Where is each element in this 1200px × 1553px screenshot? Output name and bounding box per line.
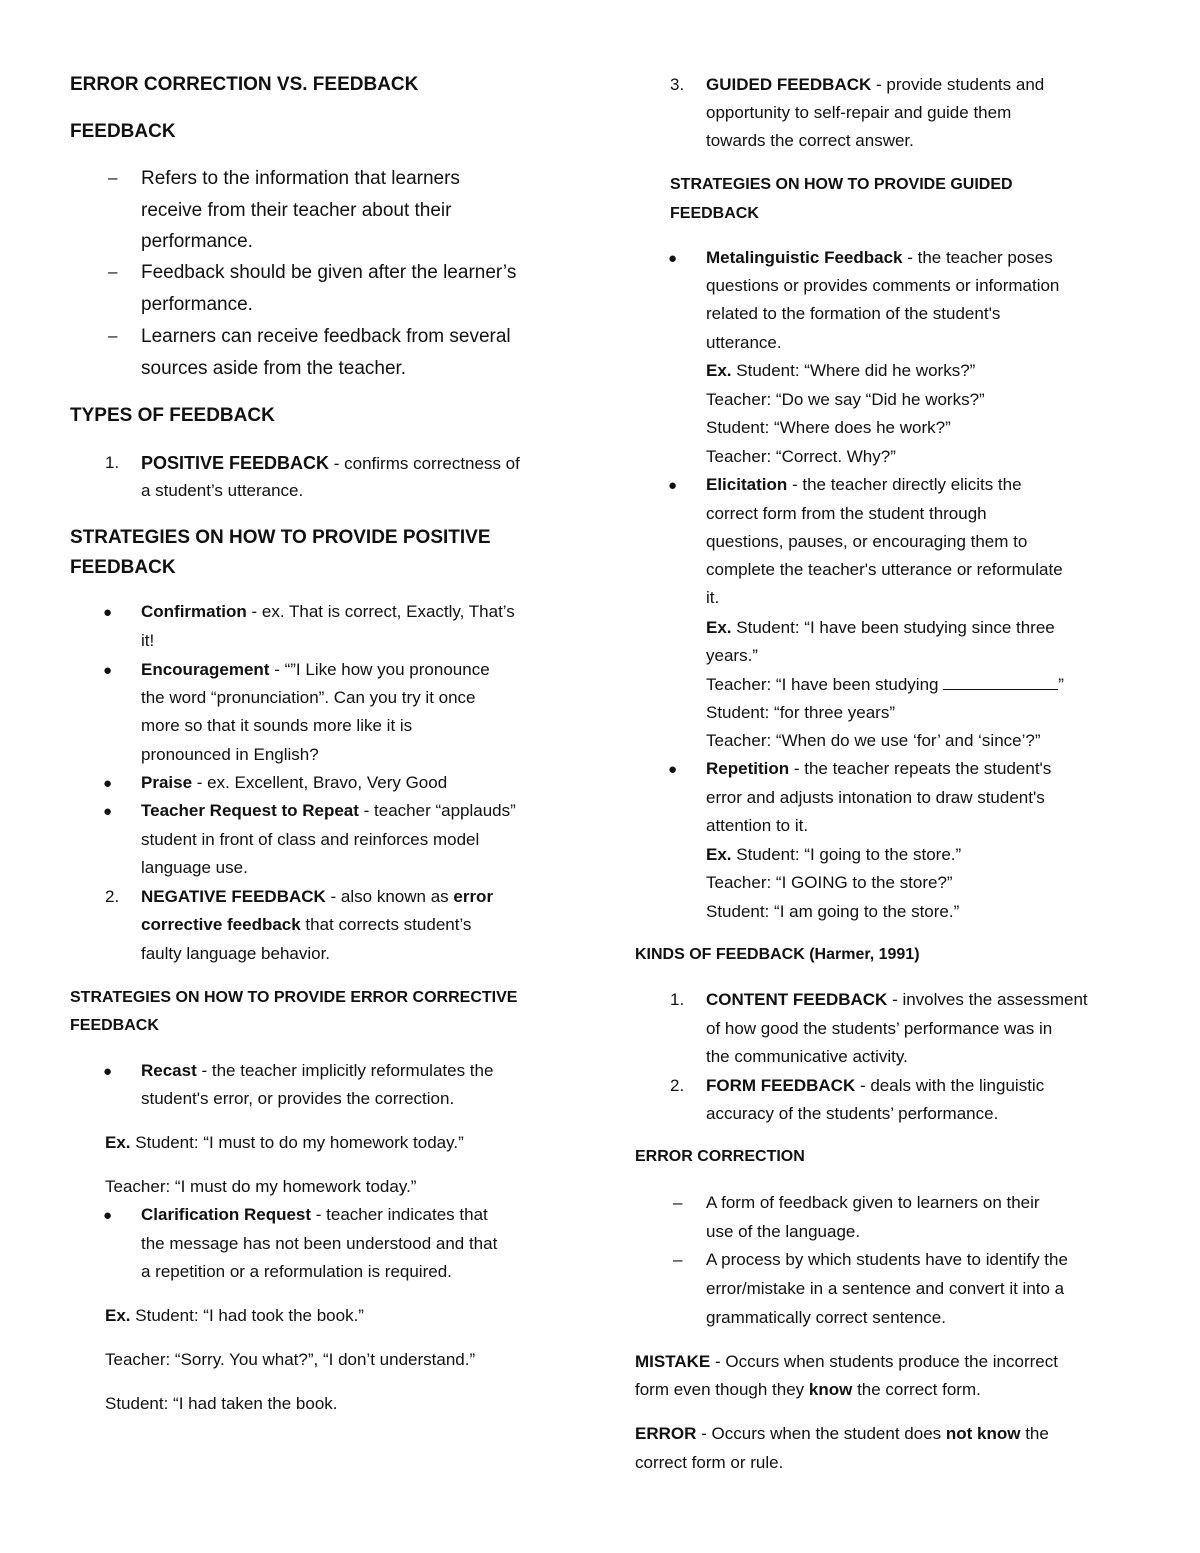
negative-feedback-rest: that corrects student’s — [300, 915, 472, 934]
bullet: ● — [668, 761, 678, 778]
repetition-desc: - the teacher repeats the student's — [789, 759, 1052, 778]
feedback-point-1-line-3: performance. — [141, 231, 253, 252]
negative-feedback-item — [141, 887, 493, 907]
positive-feedback-item — [141, 453, 520, 474]
negative-feedback-line-3: faulty language behavior. — [141, 944, 331, 963]
encouragement-term: Encouragement — [141, 660, 270, 679]
repetition-line-3: attention to it. — [706, 816, 809, 835]
example-text: Student: “I had took the book.” — [130, 1306, 364, 1325]
list-number: 1. — [105, 453, 120, 472]
example-label: Ex. — [706, 361, 732, 380]
error-correction-point-2-line-1: A process by which students have to identify the — [706, 1250, 1068, 1269]
error-correction-point-2-line-3: grammatically correct sentence. — [706, 1308, 946, 1327]
clarification-item — [141, 1205, 488, 1225]
metalinguistic-example-1 — [706, 361, 975, 381]
dash-marker: – — [673, 1250, 683, 1269]
recast-item — [141, 1061, 493, 1081]
form-feedback-desc: - deals with the linguistic — [855, 1076, 1045, 1095]
clarification-line-3: a repetition or a reformulation is required. — [141, 1262, 452, 1281]
encouragement-item — [141, 660, 490, 680]
error-bold: not know — [945, 1424, 1021, 1443]
mistake-definition — [635, 1352, 1058, 1372]
clarification-example-student — [105, 1306, 364, 1326]
example-text: Student: “I going to the store.” — [731, 845, 962, 864]
content-feedback-line-2: of how good the students’ performance was in — [706, 1019, 1053, 1038]
error-strategies-heading-2: FEEDBACK — [70, 1017, 159, 1034]
praise-item — [141, 773, 447, 793]
negative-feedback-term: NEGATIVE FEEDBACK — [141, 887, 326, 906]
feedback-point-3-line-2: sources aside from the teacher. — [141, 358, 407, 379]
metalinguistic-example-2: Teacher: “Do we say “Did he works?” — [706, 390, 985, 409]
guided-feedback-line-2: opportunity to self-repair and guide them — [706, 103, 1012, 122]
example-label: Ex. — [706, 845, 732, 864]
feedback-point-3-line-1: Learners can receive feedback from several — [141, 326, 511, 347]
encouragement-desc: - “”I Like how you pronounce — [269, 660, 490, 679]
repetition-example-1 — [706, 845, 961, 865]
metalinguistic-example-3: Student: “Where does he work?” — [706, 418, 951, 437]
metalinguistic-line-3: related to the formation of the student's — [706, 304, 1001, 323]
elicitation-term: Elicitation — [706, 475, 788, 494]
repetition-line-2: error and adjusts intonation to draw student's — [706, 788, 1045, 807]
list-number: 2. — [670, 1076, 685, 1095]
metalinguistic-term: Metalinguistic Feedback — [706, 248, 903, 267]
error-correction-point-1-line-2: use of the language. — [706, 1222, 861, 1241]
bullet: ● — [668, 477, 678, 494]
metalinguistic-line-2: questions or provides comments or information — [706, 276, 1060, 295]
elicitation-example-teacher — [706, 675, 1064, 695]
bullet: ● — [103, 604, 113, 621]
negative-feedback-term-2: error — [453, 887, 494, 906]
clarification-term: Clarification Request — [141, 1205, 312, 1224]
list-number: 2. — [105, 887, 120, 906]
error-definition — [635, 1424, 1049, 1444]
recast-example-student — [105, 1133, 464, 1153]
negative-feedback-line-2 — [141, 915, 471, 935]
positive-feedback-term: POSITIVE FEEDBACK — [141, 453, 330, 473]
example-text: Student: “I have been studying since three — [731, 618, 1055, 637]
elicitation-item — [706, 475, 1022, 495]
example-label: Ex. — [706, 618, 732, 637]
elicitation-line-5: it. — [706, 588, 720, 607]
mistake-bold: know — [808, 1380, 853, 1399]
closing-quote: ” — [1058, 675, 1064, 694]
repeat-line-2: student in front of class and reinforces model — [141, 830, 480, 849]
guided-feedback-desc: - provide students and — [871, 75, 1045, 94]
example-text: Teacher: “I have been studying — [706, 675, 944, 694]
bullet: ● — [103, 662, 113, 679]
metalinguistic-example-4: Teacher: “Correct. Why?” — [706, 447, 896, 466]
positive-feedback-line-2: a student’s utterance. — [141, 481, 304, 500]
error-text-end: the — [1020, 1424, 1049, 1443]
content-feedback-desc: - involves the assessment — [887, 990, 1088, 1009]
error-correction-heading: ERROR CORRECTION — [635, 1148, 805, 1165]
confirmation-line-2: it! — [141, 631, 155, 650]
negative-feedback-bold: corrective feedback — [141, 915, 301, 934]
bullet: ● — [103, 1063, 113, 1080]
recast-line-2: student's error, or provides the correction. — [141, 1089, 455, 1108]
recast-desc: - the teacher implicitly reformulates the — [196, 1061, 494, 1080]
form-feedback-item — [706, 1076, 1044, 1096]
elicitation-desc: - the teacher directly elicits the — [787, 475, 1022, 494]
content-feedback-line-3: the communicative activity. — [706, 1047, 908, 1066]
recast-term: Recast — [141, 1061, 197, 1080]
negative-feedback-desc: - also known as — [325, 887, 454, 906]
guided-strategies-heading-2: FEEDBACK — [670, 205, 759, 222]
metalinguistic-item — [706, 248, 1053, 268]
form-feedback-term: FORM FEEDBACK — [706, 1076, 856, 1095]
document-title: ERROR CORRECTION VS. FEEDBACK — [70, 74, 419, 95]
error-term: ERROR — [635, 1424, 697, 1443]
dash-marker: – — [673, 1193, 683, 1212]
repeat-line-3: language use. — [141, 858, 248, 877]
repetition-term: Repetition — [706, 759, 790, 778]
dash-marker: – — [108, 326, 118, 345]
recast-example-teacher: Teacher: “I must do my homework today.” — [105, 1177, 417, 1196]
repetition-item — [706, 759, 1051, 779]
repeat-desc: - teacher “applauds” — [358, 801, 516, 820]
list-number: 3. — [670, 75, 685, 94]
types-heading: TYPES OF FEEDBACK — [70, 405, 275, 426]
feedback-heading: FEEDBACK — [70, 121, 176, 142]
confirmation-term: Confirmation — [141, 602, 247, 621]
encouragement-line-4: pronounced in English? — [141, 745, 319, 764]
example-label: Ex. — [105, 1306, 131, 1325]
error-desc: - Occurs when the student does — [696, 1424, 946, 1443]
elicitation-line-4: complete the teacher's utterance or reformulate — [706, 560, 1063, 579]
encouragement-line-2: the word “pronunciation”. Can you try it once — [141, 688, 476, 707]
error-correction-point-2-line-2: error/mistake in a sentence and convert it into a — [706, 1279, 1065, 1298]
bullet: ● — [668, 250, 678, 267]
praise-desc: - ex. Excellent, Bravo, Very Good — [192, 773, 448, 792]
dash-marker: – — [108, 262, 118, 281]
feedback-point-2-line-1: Feedback should be given after the learner’s — [141, 262, 517, 283]
metalinguistic-desc: - the teacher poses — [902, 248, 1053, 267]
feedback-point-1-line-2: receive from their teacher about their — [141, 200, 452, 221]
mistake-text: form even though they — [635, 1380, 809, 1399]
example-text: Student: “I must to do my homework today.” — [130, 1133, 464, 1152]
fill-in-blank — [943, 688, 1058, 690]
error-strategies-heading-1: STRATEGIES ON HOW TO PROVIDE ERROR CORRECTIVE — [70, 989, 518, 1006]
clarification-example-student-2: Student: “I had taken the book. — [105, 1394, 338, 1413]
mistake-term: MISTAKE — [635, 1352, 711, 1371]
form-feedback-line-2: accuracy of the students’ performance. — [706, 1104, 999, 1123]
positive-strategies-heading-2: FEEDBACK — [70, 557, 176, 578]
elicitation-line-3: questions, pauses, or encouraging them to — [706, 532, 1028, 551]
repeat-item — [141, 801, 516, 821]
dash-marker: – — [108, 168, 118, 187]
feedback-point-2-line-2: performance. — [141, 294, 253, 315]
example-text: Student: “Where did he works?” — [731, 361, 976, 380]
mistake-desc: - Occurs when students produce the incorrect — [710, 1352, 1058, 1371]
elicitation-example-student-2: Student: “for three years” — [706, 703, 895, 722]
list-number: 1. — [670, 990, 685, 1009]
error-definition-line-2: correct form or rule. — [635, 1453, 784, 1472]
elicitation-example-teacher-2: Teacher: “When do we use ‘for’ and ‘since’?” — [706, 731, 1041, 750]
bullet: ● — [103, 1207, 113, 1224]
example-label: Ex. — [105, 1133, 131, 1152]
bullet: ● — [103, 803, 113, 820]
elicitation-example-1 — [706, 618, 1055, 638]
feedback-point-1-line-1: Refers to the information that learners — [141, 168, 460, 189]
mistake-definition-line-2 — [635, 1380, 981, 1400]
content-feedback-item — [706, 990, 1088, 1010]
repeat-term: Teacher Request to Repeat — [141, 801, 359, 820]
bullet: ● — [103, 775, 113, 792]
mistake-text-end: the correct form. — [852, 1380, 981, 1399]
kinds-heading: KINDS OF FEEDBACK (Harmer, 1991) — [635, 946, 920, 963]
metalinguistic-line-4: utterance. — [706, 333, 782, 352]
encouragement-line-3: more so that it sounds more like it is — [141, 716, 413, 735]
praise-term: Praise — [141, 773, 193, 792]
clarification-line-2: the message has not been understood and that — [141, 1234, 498, 1253]
guided-strategies-heading-1: STRATEGIES ON HOW TO PROVIDE GUIDED — [670, 176, 1013, 193]
clarification-example-teacher: Teacher: “Sorry. You what?”, “I don’t understand.” — [105, 1350, 476, 1369]
clarification-desc: - teacher indicates that — [311, 1205, 488, 1224]
guided-feedback-term: GUIDED FEEDBACK — [706, 75, 872, 94]
guided-feedback-line-3: towards the correct answer. — [706, 131, 914, 150]
elicitation-line-2: correct form from the student through — [706, 504, 987, 523]
positive-feedback-desc: - confirms correctness of — [329, 454, 520, 473]
content-feedback-term: CONTENT FEEDBACK — [706, 990, 888, 1009]
guided-feedback-item — [706, 75, 1044, 95]
error-correction-point-1-line-1: A form of feedback given to learners on their — [706, 1193, 1040, 1212]
positive-strategies-heading-1: STRATEGIES ON HOW TO PROVIDE POSITIVE — [70, 527, 491, 548]
repetition-example-2: Teacher: “I GOING to the store?” — [706, 873, 953, 892]
confirmation-desc: - ex. That is correct, Exactly, That’s — [246, 602, 515, 621]
elicitation-example-2: years.” — [706, 646, 758, 665]
confirmation-item — [141, 602, 515, 622]
repetition-example-3: Student: “I am going to the store.” — [706, 902, 960, 921]
